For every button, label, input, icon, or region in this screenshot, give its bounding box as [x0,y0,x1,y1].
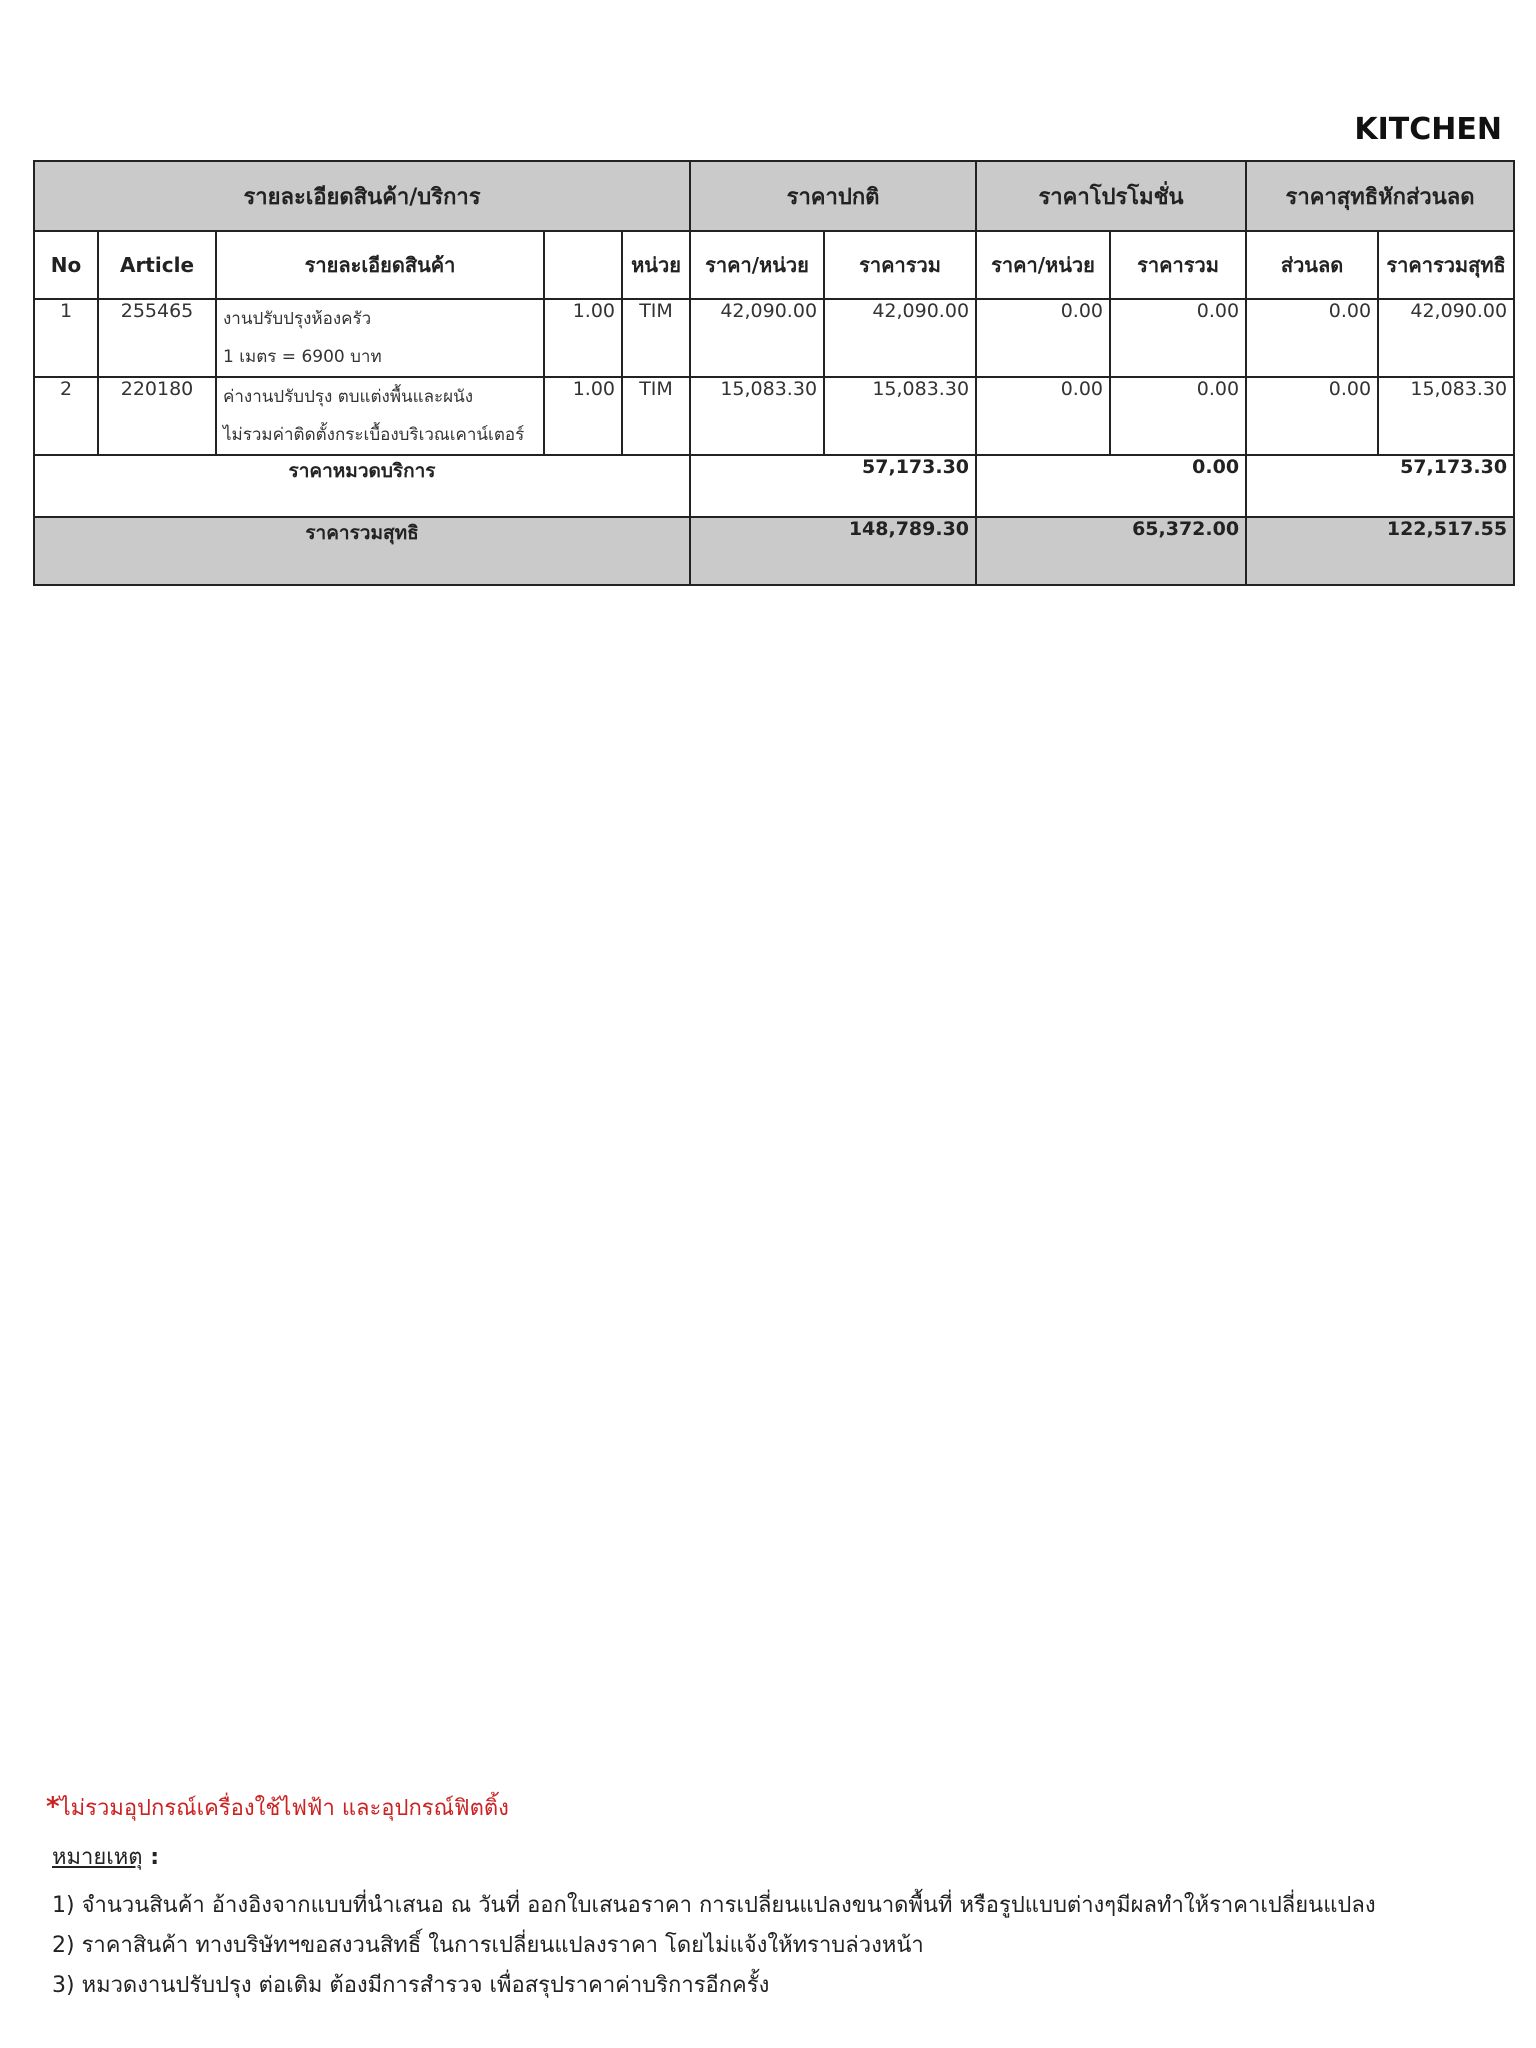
group-header-details: รายละเอียดสินค้า/บริการ [34,161,690,231]
row-qty: 1.00 [544,299,622,377]
row-promo-total: 0.00 [1110,299,1246,377]
row-discount: 0.00 [1246,377,1378,455]
row-description [216,299,544,377]
table-row [34,377,1514,455]
col-header-unit: หน่วย [622,231,690,299]
group-header-row [34,161,1514,231]
col-header-net-total: ราคารวมสุทธิ [1378,231,1514,299]
notes-heading [52,1839,1506,1874]
row-unit: TIM [622,377,690,455]
row-net-total: 42,090.00 [1378,299,1514,377]
grand-total-row [34,517,1514,585]
col-header-no: No [34,231,98,299]
row-promo-total: 0.00 [1110,377,1246,455]
notes-heading-label: หมายเหตุ [52,1845,143,1870]
subtotal-label: ราคาหมวดบริการ [34,455,690,517]
grand-total-promo: 65,372.00 [976,517,1246,585]
row-unit-price: 42,090.00 [690,299,824,377]
note-line: 3) หมวดงานปรับปรุง ต่อเติม ต้องมีการสำรวจ เพื่อสรุปราคาค่าบริการอีกครั้ง [52,1973,770,1998]
row-description [216,377,544,455]
note-line: 2) ราคาสินค้า ทางบริษัทฯขอสงวนสิทธิ์ ในการเปลี่ยนแปลงราคา โดยไม่แจ้งให้ทราบล่วงหน้า [52,1933,924,1958]
notes-section [46,1790,1506,2006]
column-header-row [34,231,1514,299]
row-unit-price: 15,083.30 [690,377,824,455]
group-header-normal-price: ราคาปกติ [690,161,976,231]
subtotal-net: 57,173.30 [1246,455,1514,517]
group-header-net-price: ราคาสุทธิหักส่วนลด [1246,161,1514,231]
row-desc-line1: ค่างานปรับปรุง ตบแต่งพื้นและผนัง [223,387,474,407]
row-promo-unit-price: 0.00 [976,377,1110,455]
subtotal-promo: 0.00 [976,455,1246,517]
col-header-discount: ส่วนลด [1246,231,1378,299]
subtotal-normal: 57,173.30 [690,455,976,517]
note-line: 1) จำนวนสินค้า อ้างอิงจากแบบที่นำเสนอ ณ วันที่ ออกใบเสนอราคา การเปลี่ยนแปลงขนาดพื้นที่ หรือรูปแบบต่างๆมีผลทำให้ราคาเปลี่ยนแปลง [52,1893,1376,1918]
row-desc-line1: งานปรับปรุงห้องครัว [223,309,372,329]
warning-star: * [46,1792,60,1822]
subtotal-row [34,455,1514,517]
row-article: 255465 [98,299,216,377]
table-row [34,299,1514,377]
row-promo-unit-price: 0.00 [976,299,1110,377]
col-header-total: ราคารวม [824,231,976,299]
row-net-total: 15,083.30 [1378,377,1514,455]
warning-text: ไม่รวมอุปกรณ์เครื่องใช้ไฟฟ้า และอุปกรณ์ฟิตติ้ง [59,1796,509,1821]
notes-heading-colon: : [142,1845,160,1870]
col-header-article: Article [98,231,216,299]
grand-total-label: ราคารวมสุทธิ [34,517,690,585]
col-header-description: รายละเอียดสินค้า [216,231,544,299]
row-no: 1 [34,299,98,377]
row-no: 2 [34,377,98,455]
exclusion-warning [46,1790,1506,1825]
quotation-table [33,160,1515,586]
row-article: 220180 [98,377,216,455]
grand-total-net: 122,517.55 [1246,517,1514,585]
grand-total-normal: 148,789.30 [690,517,976,585]
row-total: 42,090.00 [824,299,976,377]
row-total: 15,083.30 [824,377,976,455]
document-title: KITCHEN [1354,112,1502,147]
col-header-unit-price: ราคา/หน่วย [690,231,824,299]
group-header-promo-price: ราคาโปรโมชั่น [976,161,1246,231]
col-header-promo-unit-price: ราคา/หน่วย [976,231,1110,299]
row-unit: TIM [622,299,690,377]
col-header-qty [544,231,622,299]
row-discount: 0.00 [1246,299,1378,377]
col-header-promo-total: ราคารวม [1110,231,1246,299]
row-desc-line2: 1 เมตร = 6900 บาท [223,347,382,367]
row-qty: 1.00 [544,377,622,455]
row-desc-line2: ไม่รวมค่าติดตั้งกระเบื้องบริเวณเคาน์เตอร์ [223,425,525,445]
